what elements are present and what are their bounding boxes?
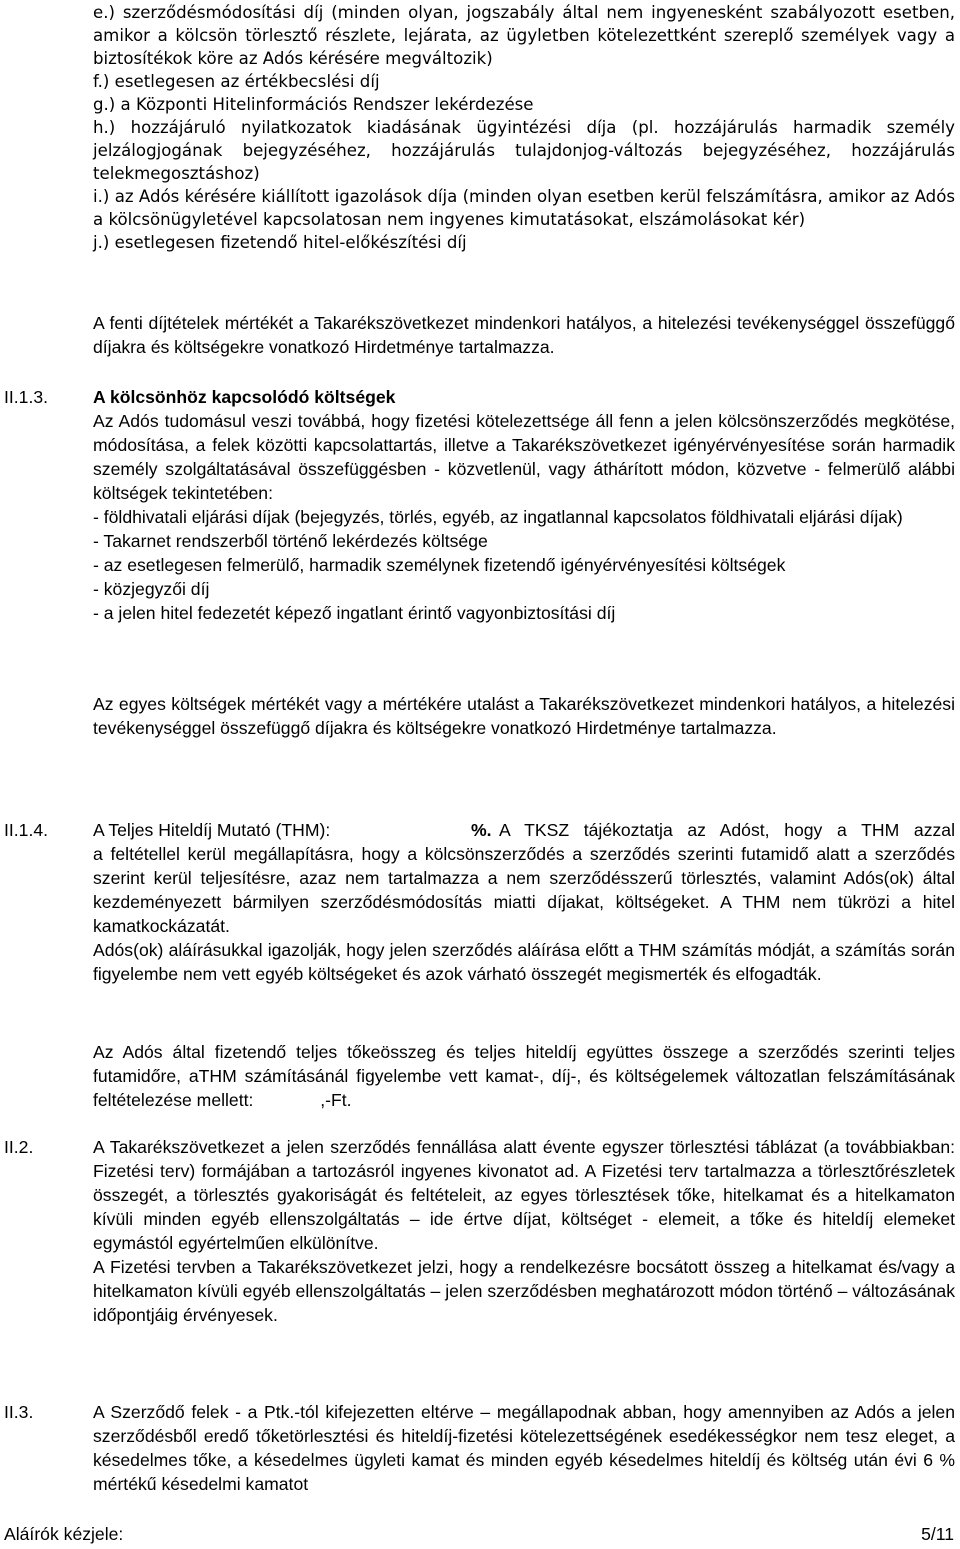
thm-line	[93, 818, 955, 842]
paragraph: A Fizetési tervben a Takarékszövetkezet jelzi, hogy a rendelkezésre bocsátott összeg a hitelkamat és/vagy a hitelkamaton kívüli egyéb ellenszolgáltatás – jelen szerződésben meghatározott módon történő – változásának időpontjáig érvényesek.	[93, 1257, 955, 1325]
section-payment-plan	[93, 1135, 955, 1327]
fees-note: A fenti díjtételek mértékét a Takarékszövetkezet mindenkori hatályos, a hitelezési tevékenységgel összefüggő díjakra és költségekre vonatkozó Hirdetménye tartalmazza.	[93, 313, 955, 357]
thm-total-text: Az Adós által fizetendő teljes tőkeösszeg és teljes hiteldíj együttes összege a szerződés szerinti teljes futamidőre, aTHM számításánál figyelembe vett kamat-, díj-, és költségelemek változatlan felszámításának feltételezése mellett:	[93, 1042, 955, 1110]
list-item: j.) esetlegesen fizetendő hitel-előkészítési díj	[93, 233, 467, 252]
thm-percent: %.	[471, 820, 492, 840]
section-number: II.2.	[4, 1137, 34, 1157]
section-late-interest: A Szerződő felek - a Ptk.-tól kifejezetten eltérve – megállapodnak abban, hogy amennyiben az Adós a jelen szerződésből eredő tőketörlesztési és hiteldíj-fizetési kötelezettségének esedékességkor nem tesz eleget, a késedelmes tőke, a késedelmes ügyleti kamat és minden egyéb késedelmes hiteldíj és költség után évi 6 % mértékű késedelmi kamatot	[93, 1402, 955, 1494]
list-item: g.) a Központi Hitelinformációs Rendszer lekérdezése	[93, 95, 534, 114]
section-costs	[93, 385, 955, 625]
paragraph: Az Adós tudomásul veszi továbbá, hogy fizetési kötelezettsége áll fenn a jelen kölcsönszerződés megkötése, módosítása, a felek közötti kapcsolattartás, illetve a Takarékszövetkezet igényérvényesítése során harmadik személy szolgáltatásával összefüggésben - közvetlenül, vagy áthárított módon, közvetve - felmerülő alábbi költségek tekintetében:	[93, 411, 955, 503]
list-item: - Takarnet rendszerből történő lekérdezés költsége	[93, 531, 488, 551]
list-item: - földhivatali eljárási díjak (bejegyzés, törlés, egyéb, az ingatlannal kapcsolatos földhivatali eljárási díjak)	[93, 507, 903, 527]
list-item: h.) hozzájáruló nyilatkozatok kiadásának ügyintézési díja (pl. hozzájárulás harmadik személy jelzálogjogának bejegyzéséhez, hozzájárulás tulajdonjog-változás bejegyzéséhez, hozzájárulás telekmegosztáshoz)	[93, 118, 955, 183]
list-item: - a jelen hitel fedezetét képező ingatlant érintő vagyonbiztosítási díj	[93, 603, 616, 623]
list-item: i.) az Adós kérésére kiállított igazolások díja (minden olyan esetben kerül felszámításra, amikor az Adós a kölcsönügyletével kapcsolatosan nem ingyenes kimutatásokat, elszámolásokat kér)	[93, 187, 955, 229]
list-item: - az esetlegesen felmerülő, harmadik személynek fizetendő igényérvényesítési költségek	[93, 555, 786, 575]
paragraph: A Takarékszövetkezet a jelen szerződés fennállása alatt évente egyszer törlesztési táblázat (a továbbiakban: Fizetési terv) formájában a tartozásról ingyenes kivonatot ad. A Fizetési terv tartalmazza a törlesztőrészletek összegét, a törlesztés gyakoriságát és feltételeit, az egyes törlesztések tőke, hitelkamat és a hitelkamaton kívüli minden egyéb ellenszolgáltatás – ide értve díjat, költséget - elemeit, a tőke és hiteldíj elemeket egymástól egyértelműen elkülönítve.	[93, 1137, 955, 1253]
thm-total-currency: ,-Ft.	[320, 1090, 352, 1110]
list-item: e.) szerződésmódosítási díj (minden olyan, jogszabály által nem ingyenesként szabályozott esetben, amikor a kölcsön törlesztő részlete, lejárata, az ügyletben kötelezettként szereplő személyek vagy a biztosítékok köre az Adós kérésére megváltozik)	[93, 3, 955, 68]
section-thm	[93, 818, 955, 986]
costs-note: Az egyes költségek mértékét vagy a mértékére utalást a Takarékszövetkezet mindenkori hatályos, a hitelezési tevékenységgel összefüggő díjakra és költségekre vonatkozó Hirdetménye tartalmazza.	[93, 694, 955, 738]
section-number: II.1.4.	[4, 820, 49, 840]
fee-list	[93, 1, 955, 254]
list-item: - közjegyzői díj	[93, 579, 210, 599]
signatures-label: Aláírók kézjele:	[4, 1524, 124, 1544]
section-title: A kölcsönhöz kapcsolódó költségek	[93, 387, 396, 407]
section-number: II.3.	[4, 1402, 34, 1422]
paragraph: a feltétellel kerül megállapításra, hogy a kölcsönszerződés a szerződés szerinti futamidő alatt a szerződés szerint kerül teljesítésre, azaz nem tartalmazza a nem szerződésszerű törlesztés, valamint Adós(ok) által kezdeményezett bármilyen szerződésmódosítás miatti díjakat, költségeket. A THM nem tükrözi a hitel kamatkockázatát.	[93, 844, 955, 936]
thm-total	[93, 1040, 955, 1112]
paragraph: Adós(ok) aláírásukkal igazolják, hogy jelen szerződés aláírása előtt a THM számítás módját, a számítás során figyelembe nem vett egyéb költségeket és azok várható összegét megismerték és elfogadták.	[93, 940, 955, 984]
page-number: 5/11	[921, 1524, 954, 1544]
thm-label: A Teljes Hiteldíj Mutató (THM):	[93, 820, 331, 840]
list-item: f.) esetlegesen az értékbecslési díj	[93, 72, 380, 91]
section-number: II.1.3.	[4, 387, 49, 407]
thm-text-first: A TKSZ tájékoztatja az Adóst, hogy a THM azzal	[499, 820, 955, 840]
